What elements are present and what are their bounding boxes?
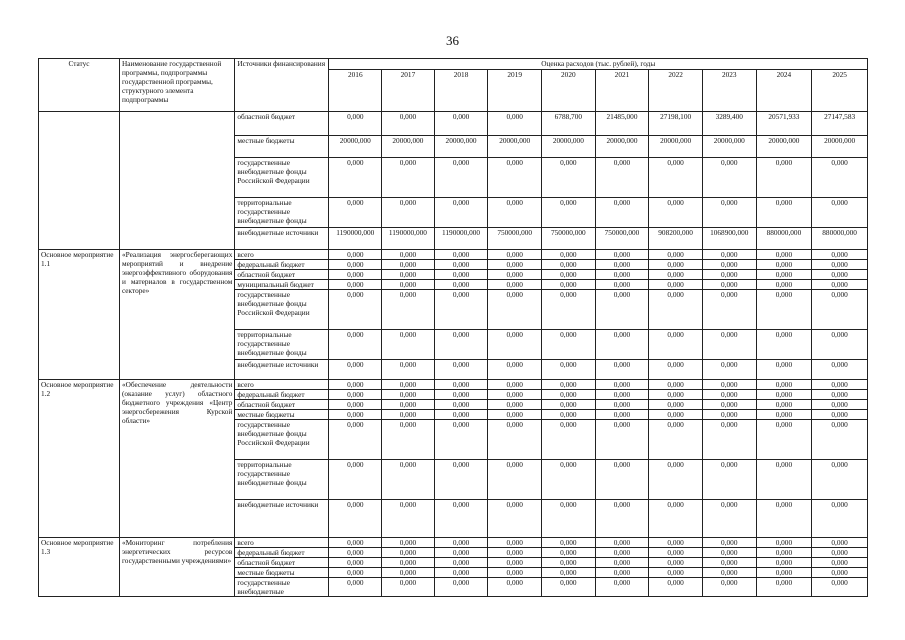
value-cell: 0,000 — [434, 400, 488, 410]
value-cell: 1190000,000 — [434, 228, 488, 250]
value-cell: 0,000 — [595, 360, 649, 380]
value-cell: 0,000 — [756, 260, 812, 270]
value-cell: 0,000 — [329, 270, 382, 280]
status-cell — [39, 112, 120, 250]
value-cell: 0,000 — [434, 500, 488, 538]
value-cell: 20000,000 — [756, 136, 812, 158]
value-cell: 0,000 — [329, 460, 382, 500]
value-cell: 0,000 — [382, 112, 435, 136]
value-cell: 0,000 — [702, 270, 756, 280]
value-cell: 0,000 — [702, 290, 756, 330]
value-cell: 0,000 — [812, 360, 868, 380]
value-cell: 20000,000 — [812, 136, 868, 158]
funding-source-cell: областной бюджет — [235, 270, 329, 280]
value-cell: 0,000 — [382, 280, 435, 290]
value-cell: 0,000 — [488, 460, 542, 500]
value-cell: 6788,700 — [542, 112, 596, 136]
value-cell: 0,000 — [649, 410, 703, 420]
funding-source-cell: всего — [235, 380, 329, 390]
value-cell: 0,000 — [434, 360, 488, 380]
value-cell: 0,000 — [382, 270, 435, 280]
value-cell: 0,000 — [649, 158, 703, 198]
value-cell: 908200,000 — [649, 228, 703, 250]
value-cell: 0,000 — [756, 330, 812, 360]
value-cell: 0,000 — [434, 460, 488, 500]
funding-source-cell: внебюджетные источники — [235, 360, 329, 380]
value-cell: 0,000 — [702, 158, 756, 198]
value-cell: 750000,000 — [488, 228, 542, 250]
value-cell: 0,000 — [382, 548, 435, 558]
value-cell: 0,000 — [542, 548, 596, 558]
value-cell: 0,000 — [542, 420, 596, 460]
funding-source-cell: всего — [235, 250, 329, 260]
value-cell: 0,000 — [434, 270, 488, 280]
header-year: 2025 — [812, 70, 868, 112]
value-cell: 20000,000 — [382, 136, 435, 158]
funding-source-cell: государственные внебюджетные фонды Российской Федерации — [235, 420, 329, 460]
status-cell: Основное мероприятие 1.2 — [39, 380, 120, 538]
value-cell: 0,000 — [649, 548, 703, 558]
page-number: 36 — [446, 33, 459, 48]
value-cell: 0,000 — [649, 390, 703, 400]
funding-source-cell: федеральный бюджет — [235, 548, 329, 558]
value-cell: 20000,000 — [595, 136, 649, 158]
funding-source-cell: муниципальный бюджет — [235, 280, 329, 290]
value-cell: 0,000 — [756, 568, 812, 578]
value-cell: 0,000 — [488, 390, 542, 400]
value-cell: 0,000 — [382, 558, 435, 568]
value-cell: 0,000 — [702, 548, 756, 558]
value-cell: 0,000 — [649, 538, 703, 548]
value-cell: 0,000 — [702, 250, 756, 260]
value-cell: 20000,000 — [488, 136, 542, 158]
header-estimate: Оценка расходов (тыс. рублей), годы — [329, 59, 868, 70]
table-row — [39, 112, 868, 136]
value-cell: 0,000 — [702, 390, 756, 400]
value-cell: 0,000 — [382, 420, 435, 460]
value-cell: 0,000 — [595, 280, 649, 290]
funding-source-cell: территориальные государственные внебюджетные фонды — [235, 198, 329, 228]
value-cell: 0,000 — [488, 548, 542, 558]
value-cell: 0,000 — [434, 158, 488, 198]
value-cell: 27198,100 — [649, 112, 703, 136]
value-cell: 0,000 — [329, 500, 382, 538]
value-cell: 1190000,000 — [382, 228, 435, 250]
value-cell: 0,000 — [329, 538, 382, 548]
value-cell: 0,000 — [542, 330, 596, 360]
value-cell: 0,000 — [382, 568, 435, 578]
value-cell: 0,000 — [542, 578, 596, 597]
value-cell: 0,000 — [382, 500, 435, 538]
funding-source-cell: внебюджетные источники — [235, 500, 329, 538]
value-cell: 0,000 — [488, 250, 542, 260]
value-cell: 0,000 — [756, 460, 812, 500]
value-cell: 0,000 — [434, 548, 488, 558]
value-cell: 0,000 — [595, 538, 649, 548]
value-cell: 0,000 — [812, 270, 868, 280]
value-cell: 0,000 — [595, 250, 649, 260]
value-cell: 0,000 — [329, 548, 382, 558]
value-cell: 0,000 — [595, 578, 649, 597]
value-cell: 0,000 — [649, 400, 703, 410]
value-cell: 1190000,000 — [329, 228, 382, 250]
value-cell: 20000,000 — [542, 136, 596, 158]
header-year: 2021 — [595, 70, 649, 112]
value-cell: 20000,000 — [649, 136, 703, 158]
value-cell: 0,000 — [329, 360, 382, 380]
value-cell: 0,000 — [595, 420, 649, 460]
value-cell: 0,000 — [329, 390, 382, 400]
value-cell: 0,000 — [702, 380, 756, 390]
value-cell: 0,000 — [812, 330, 868, 360]
value-cell: 0,000 — [434, 568, 488, 578]
value-cell: 0,000 — [756, 390, 812, 400]
value-cell: 0,000 — [488, 500, 542, 538]
value-cell: 0,000 — [488, 360, 542, 380]
value-cell: 0,000 — [329, 112, 382, 136]
funding-source-cell: областной бюджет — [235, 112, 329, 136]
value-cell: 0,000 — [542, 400, 596, 410]
value-cell: 0,000 — [702, 198, 756, 228]
value-cell: 0,000 — [488, 270, 542, 280]
value-cell: 0,000 — [382, 380, 435, 390]
value-cell: 0,000 — [382, 390, 435, 400]
value-cell: 0,000 — [382, 538, 435, 548]
value-cell: 0,000 — [329, 400, 382, 410]
value-cell: 0,000 — [329, 380, 382, 390]
value-cell: 0,000 — [812, 410, 868, 420]
value-cell: 0,000 — [702, 558, 756, 568]
value-cell: 0,000 — [542, 280, 596, 290]
funding-source-cell: государственные внебюджетные фонды Российской Федерации — [235, 290, 329, 330]
value-cell: 0,000 — [329, 250, 382, 260]
value-cell: 0,000 — [488, 410, 542, 420]
value-cell: 0,000 — [702, 538, 756, 548]
value-cell: 0,000 — [756, 500, 812, 538]
value-cell: 0,000 — [434, 390, 488, 400]
header-year: 2019 — [488, 70, 542, 112]
funding-source-cell: территориальные государственные внебюджетные фонды — [235, 330, 329, 360]
item-name-cell: «Обеспечение деятельности (оказание услуг) областного бюджетного учреждения «Центр энергосбережения Курской области» — [119, 380, 234, 538]
value-cell: 0,000 — [488, 330, 542, 360]
header-name: Наименование государственной программы, подпрограммы государственной программы, структурного элемента подпрограммы — [119, 59, 234, 112]
value-cell: 0,000 — [812, 500, 868, 538]
value-cell: 0,000 — [488, 198, 542, 228]
value-cell: 0,000 — [329, 280, 382, 290]
status-cell: Основное мероприятие 1.3 — [39, 538, 120, 597]
header-status: Статус — [39, 59, 120, 112]
value-cell: 20000,000 — [329, 136, 382, 158]
value-cell: 0,000 — [488, 578, 542, 597]
value-cell: 0,000 — [542, 290, 596, 330]
value-cell: 0,000 — [649, 360, 703, 380]
header-year: 2020 — [542, 70, 596, 112]
header-year: 2017 — [382, 70, 435, 112]
value-cell: 0,000 — [542, 558, 596, 568]
value-cell: 0,000 — [812, 198, 868, 228]
value-cell: 0,000 — [542, 410, 596, 420]
value-cell: 0,000 — [542, 250, 596, 260]
value-cell: 0,000 — [434, 290, 488, 330]
value-cell: 0,000 — [812, 420, 868, 460]
value-cell: 0,000 — [702, 280, 756, 290]
value-cell: 20000,000 — [434, 136, 488, 158]
value-cell: 0,000 — [488, 158, 542, 198]
value-cell: 0,000 — [434, 112, 488, 136]
value-cell: 0,000 — [649, 420, 703, 460]
value-cell: 0,000 — [756, 558, 812, 568]
value-cell: 0,000 — [756, 578, 812, 597]
value-cell: 0,000 — [488, 420, 542, 460]
value-cell: 20571,933 — [756, 112, 812, 136]
value-cell: 0,000 — [812, 558, 868, 568]
value-cell: 0,000 — [812, 380, 868, 390]
value-cell: 0,000 — [595, 460, 649, 500]
value-cell: 3289,400 — [702, 112, 756, 136]
value-cell: 0,000 — [756, 270, 812, 280]
value-cell: 0,000 — [649, 290, 703, 330]
value-cell: 0,000 — [382, 330, 435, 360]
value-cell: 0,000 — [595, 558, 649, 568]
value-cell: 0,000 — [812, 290, 868, 330]
value-cell: 0,000 — [382, 198, 435, 228]
value-cell: 0,000 — [434, 260, 488, 270]
value-cell: 0,000 — [595, 548, 649, 558]
value-cell: 0,000 — [329, 568, 382, 578]
value-cell: 0,000 — [812, 538, 868, 548]
funding-source-cell: федеральный бюджет — [235, 260, 329, 270]
funding-source-cell: внебюджетные источники — [235, 228, 329, 250]
value-cell: 0,000 — [488, 558, 542, 568]
value-cell: 0,000 — [702, 500, 756, 538]
value-cell: 0,000 — [434, 538, 488, 548]
value-cell: 0,000 — [329, 558, 382, 568]
header-year: 2022 — [649, 70, 703, 112]
value-cell: 0,000 — [702, 260, 756, 270]
value-cell: 0,000 — [702, 400, 756, 410]
value-cell: 0,000 — [649, 460, 703, 500]
value-cell: 0,000 — [702, 578, 756, 597]
value-cell: 0,000 — [756, 400, 812, 410]
value-cell: 0,000 — [542, 538, 596, 548]
header-year: 2024 — [756, 70, 812, 112]
value-cell: 0,000 — [812, 250, 868, 260]
funding-source-cell: местные бюджеты — [235, 568, 329, 578]
value-cell: 0,000 — [488, 380, 542, 390]
value-cell: 0,000 — [329, 420, 382, 460]
value-cell: 0,000 — [542, 390, 596, 400]
budget-table — [38, 58, 868, 597]
funding-source-cell: областной бюджет — [235, 558, 329, 568]
value-cell: 0,000 — [702, 460, 756, 500]
value-cell: 0,000 — [702, 360, 756, 380]
value-cell: 0,000 — [649, 500, 703, 538]
value-cell: 0,000 — [329, 158, 382, 198]
value-cell: 0,000 — [329, 198, 382, 228]
value-cell: 0,000 — [488, 400, 542, 410]
value-cell: 880000,000 — [812, 228, 868, 250]
value-cell: 0,000 — [702, 410, 756, 420]
value-cell: 0,000 — [434, 198, 488, 228]
funding-source-cell: федеральный бюджет — [235, 390, 329, 400]
table-row — [39, 380, 868, 390]
table-row — [39, 538, 868, 548]
value-cell: 750000,000 — [542, 228, 596, 250]
value-cell: 0,000 — [649, 578, 703, 597]
value-cell: 0,000 — [595, 390, 649, 400]
funding-source-cell: местные бюджеты — [235, 136, 329, 158]
value-cell: 0,000 — [702, 330, 756, 360]
value-cell: 0,000 — [329, 330, 382, 360]
value-cell: 0,000 — [434, 410, 488, 420]
value-cell: 0,000 — [434, 380, 488, 390]
value-cell: 750000,000 — [595, 228, 649, 250]
value-cell: 0,000 — [542, 460, 596, 500]
value-cell: 0,000 — [382, 410, 435, 420]
value-cell: 0,000 — [488, 538, 542, 548]
value-cell: 0,000 — [434, 280, 488, 290]
value-cell: 0,000 — [649, 380, 703, 390]
value-cell: 0,000 — [382, 360, 435, 380]
value-cell: 0,000 — [702, 420, 756, 460]
header-year: 2018 — [434, 70, 488, 112]
value-cell: 0,000 — [329, 578, 382, 597]
value-cell: 0,000 — [434, 578, 488, 597]
value-cell: 0,000 — [382, 250, 435, 260]
value-cell: 0,000 — [542, 568, 596, 578]
value-cell: 0,000 — [649, 250, 703, 260]
value-cell: 0,000 — [595, 198, 649, 228]
budget-body — [39, 112, 868, 597]
value-cell: 0,000 — [756, 280, 812, 290]
value-cell: 0,000 — [382, 400, 435, 410]
value-cell: 0,000 — [702, 568, 756, 578]
value-cell: 0,000 — [649, 330, 703, 360]
value-cell: 0,000 — [812, 568, 868, 578]
value-cell: 27147,583 — [812, 112, 868, 136]
value-cell: 0,000 — [812, 400, 868, 410]
value-cell: 0,000 — [756, 380, 812, 390]
value-cell: 0,000 — [812, 460, 868, 500]
value-cell: 0,000 — [649, 270, 703, 280]
value-cell: 0,000 — [756, 290, 812, 330]
value-cell: 0,000 — [382, 460, 435, 500]
funding-source-cell: всего — [235, 538, 329, 548]
value-cell: 0,000 — [542, 380, 596, 390]
value-cell: 0,000 — [595, 568, 649, 578]
value-cell: 0,000 — [756, 548, 812, 558]
value-cell: 0,000 — [595, 270, 649, 280]
value-cell: 0,000 — [434, 250, 488, 260]
value-cell: 0,000 — [595, 410, 649, 420]
value-cell: 0,000 — [382, 578, 435, 597]
value-cell: 0,000 — [649, 558, 703, 568]
value-cell: 0,000 — [812, 578, 868, 597]
value-cell: 0,000 — [812, 390, 868, 400]
value-cell: 0,000 — [595, 158, 649, 198]
value-cell: 0,000 — [756, 420, 812, 460]
value-cell: 0,000 — [649, 280, 703, 290]
value-cell: 0,000 — [649, 260, 703, 270]
value-cell: 0,000 — [329, 260, 382, 270]
value-cell: 0,000 — [756, 198, 812, 228]
value-cell: 0,000 — [488, 290, 542, 330]
value-cell: 0,000 — [595, 400, 649, 410]
value-cell: 0,000 — [542, 260, 596, 270]
value-cell: 0,000 — [595, 500, 649, 538]
value-cell: 0,000 — [382, 290, 435, 330]
funding-source-cell: государственные внебюджетные — [235, 578, 329, 597]
funding-source-cell: местные бюджеты — [235, 410, 329, 420]
value-cell: 1068900,000 — [702, 228, 756, 250]
value-cell: 20000,000 — [702, 136, 756, 158]
status-cell: Основное мероприятие 1.1 — [39, 250, 120, 380]
funding-source-cell: государственные внебюджетные фонды Российской Федерации — [235, 158, 329, 198]
value-cell: 0,000 — [756, 250, 812, 260]
value-cell: 0,000 — [382, 158, 435, 198]
value-cell: 0,000 — [595, 330, 649, 360]
value-cell: 0,000 — [329, 410, 382, 420]
value-cell: 0,000 — [382, 260, 435, 270]
value-cell: 0,000 — [595, 380, 649, 390]
header-row — [39, 59, 868, 70]
value-cell: 0,000 — [488, 112, 542, 136]
funding-source-cell: областной бюджет — [235, 400, 329, 410]
value-cell: 0,000 — [756, 410, 812, 420]
value-cell: 0,000 — [756, 158, 812, 198]
value-cell: 880000,000 — [756, 228, 812, 250]
header-source: Источники финансирования — [235, 59, 329, 112]
value-cell: 0,000 — [812, 280, 868, 290]
value-cell: 0,000 — [595, 260, 649, 270]
value-cell: 0,000 — [542, 360, 596, 380]
value-cell: 21485,000 — [595, 112, 649, 136]
value-cell: 0,000 — [542, 270, 596, 280]
header-year: 2023 — [702, 70, 756, 112]
value-cell: 0,000 — [756, 360, 812, 380]
value-cell: 0,000 — [649, 198, 703, 228]
value-cell: 0,000 — [434, 330, 488, 360]
value-cell: 0,000 — [488, 280, 542, 290]
header-year: 2016 — [329, 70, 382, 112]
item-name-cell: «Реализация энергосберегающих мероприятий и внедрение энергоэффективного оборудования и материалов в государственном секторе» — [119, 250, 234, 380]
value-cell: 0,000 — [542, 158, 596, 198]
value-cell: 0,000 — [812, 548, 868, 558]
funding-source-cell: территориальные государственные внебюджетные фонды — [235, 460, 329, 500]
value-cell: 0,000 — [434, 420, 488, 460]
value-cell: 0,000 — [649, 568, 703, 578]
item-name-cell — [119, 112, 234, 250]
value-cell: 0,000 — [542, 500, 596, 538]
value-cell: 0,000 — [329, 290, 382, 330]
table-row — [39, 250, 868, 260]
value-cell: 0,000 — [595, 290, 649, 330]
value-cell: 0,000 — [488, 260, 542, 270]
value-cell: 0,000 — [488, 568, 542, 578]
value-cell: 0,000 — [434, 558, 488, 568]
value-cell: 0,000 — [812, 260, 868, 270]
value-cell: 0,000 — [542, 198, 596, 228]
value-cell: 0,000 — [756, 538, 812, 548]
value-cell: 0,000 — [812, 158, 868, 198]
item-name-cell: «Мониторинг потребления энергетических ресурсов государственными учреждениями» — [119, 538, 234, 597]
